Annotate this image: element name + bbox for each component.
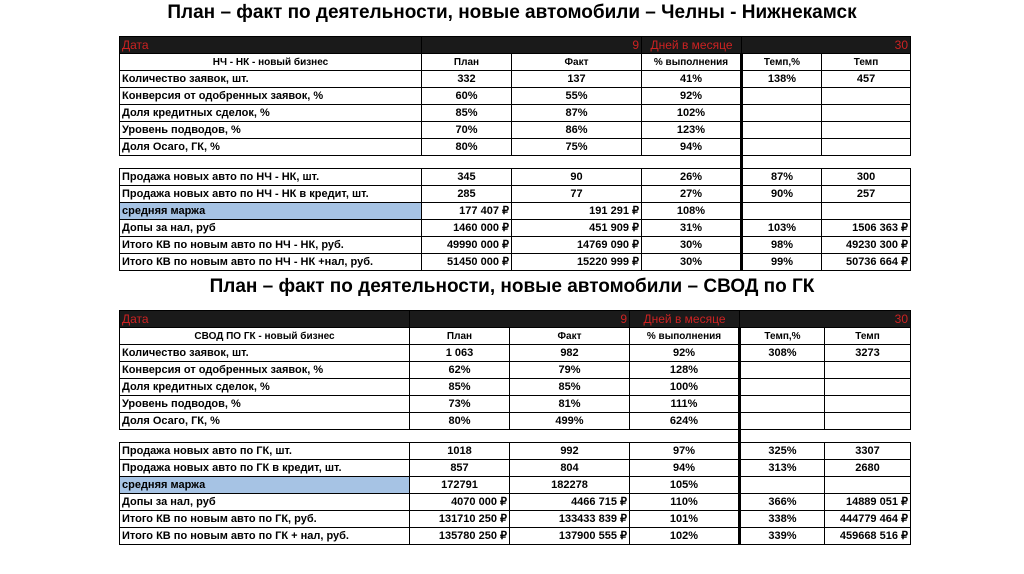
table-cell: 85% xyxy=(510,379,630,396)
table-row xyxy=(120,528,911,545)
table-cell: 177 407 ₽ xyxy=(422,203,512,220)
row-label: Доля Осаго, ГК, % xyxy=(120,413,410,430)
column-header: Темп,% xyxy=(742,54,822,71)
spacer-cell xyxy=(642,156,742,169)
table-row xyxy=(120,477,911,494)
table-cell: 300 xyxy=(822,169,911,186)
column-header-row xyxy=(120,54,911,71)
table-cell xyxy=(742,105,822,122)
row-label: Уровень подводов, % xyxy=(120,396,410,413)
table-cell: 90% xyxy=(742,186,822,203)
days-label: Дней в месяце xyxy=(630,311,740,328)
spacer-cell xyxy=(825,430,911,443)
table-cell: 77 xyxy=(512,186,642,203)
table-cell: 49230 300 ₽ xyxy=(822,237,911,254)
date-header-row xyxy=(120,311,911,328)
row-label: Допы за нал, руб xyxy=(120,220,422,237)
table-cell: 135780 250 ₽ xyxy=(410,528,510,545)
table-cell: 30% xyxy=(642,237,742,254)
table-svod-gk xyxy=(119,310,911,545)
spacer-cell xyxy=(120,430,410,443)
table-cell: 308% xyxy=(740,345,825,362)
table-cell: 30% xyxy=(642,254,742,271)
table-row xyxy=(120,511,911,528)
table-cell: 110% xyxy=(630,494,740,511)
table-cell: 55% xyxy=(512,88,642,105)
table-cell: 26% xyxy=(642,169,742,186)
table-cell: 100% xyxy=(630,379,740,396)
table-row xyxy=(120,494,911,511)
table-cell: 79% xyxy=(510,362,630,379)
date-value: 9 xyxy=(422,37,642,54)
table-cell: 41% xyxy=(642,71,742,88)
spacer-row xyxy=(120,430,911,443)
table-cell: 85% xyxy=(422,105,512,122)
table-cell: 992 xyxy=(510,443,630,460)
table-cell: 257 xyxy=(822,186,911,203)
table-cell: 444779 464 ₽ xyxy=(825,511,911,528)
table-cell: 108% xyxy=(642,203,742,220)
page-title-2: План – факт по деятельности, новые автомобили – СВОД по ГК xyxy=(209,276,815,297)
table-cell xyxy=(822,105,911,122)
table-row xyxy=(120,396,911,413)
table-cell: 451 909 ₽ xyxy=(512,220,642,237)
row-label: Доля кредитных сделок, % xyxy=(120,105,422,122)
days-label: Дней в месяце xyxy=(642,37,742,54)
spacer-cell xyxy=(410,430,510,443)
table-cell: 87% xyxy=(742,169,822,186)
table-cell xyxy=(822,122,911,139)
table-cell xyxy=(825,362,911,379)
table-cell xyxy=(825,379,911,396)
spacer-cell xyxy=(740,430,825,443)
table-cell: 982 xyxy=(510,345,630,362)
table-cell: 3273 xyxy=(825,345,911,362)
row-label: Продажа новых авто по НЧ - НК в кредит, шт. xyxy=(120,186,422,203)
row-label: Конверсия от одобренных заявок, % xyxy=(120,362,410,379)
table-cell: 133433 839 ₽ xyxy=(510,511,630,528)
table-cell: 49990 000 ₽ xyxy=(422,237,512,254)
table-row xyxy=(120,379,911,396)
table-cell: 191 291 ₽ xyxy=(512,203,642,220)
table-row xyxy=(120,443,911,460)
table-cell: 4070 000 ₽ xyxy=(410,494,510,511)
table-nch-nk xyxy=(119,36,911,271)
table-row xyxy=(120,122,911,139)
row-label: Доля Осаго, ГК, % xyxy=(120,139,422,156)
table-row xyxy=(120,237,911,254)
table-cell: 92% xyxy=(630,345,740,362)
table-cell: 137900 555 ₽ xyxy=(510,528,630,545)
table-row xyxy=(120,254,911,271)
row-label: Продажа новых авто по НЧ - НК, шт. xyxy=(120,169,422,186)
table-cell: 51450 000 ₽ xyxy=(422,254,512,271)
table-cell: 101% xyxy=(630,511,740,528)
column-header: План xyxy=(410,328,510,345)
table-cell xyxy=(822,203,911,220)
table-cell: 111% xyxy=(630,396,740,413)
table-cell: 94% xyxy=(630,460,740,477)
table-cell: 97% xyxy=(630,443,740,460)
spacer-cell xyxy=(742,156,822,169)
table-cell: 172791 xyxy=(410,477,510,494)
table-cell xyxy=(740,362,825,379)
table-row xyxy=(120,460,911,477)
table-cell: 366% xyxy=(740,494,825,511)
table-cell: 70% xyxy=(422,122,512,139)
table-cell: 1460 000 ₽ xyxy=(422,220,512,237)
table-cell: 14889 051 ₽ xyxy=(825,494,911,511)
column-header: Темп xyxy=(822,54,911,71)
table-cell: 131710 250 ₽ xyxy=(410,511,510,528)
row-label: Количество заявок, шт. xyxy=(120,345,410,362)
days-value: 30 xyxy=(742,37,911,54)
table-cell xyxy=(740,413,825,430)
table-cell: 338% xyxy=(740,511,825,528)
table-cell: 27% xyxy=(642,186,742,203)
row-label: Допы за нал, руб xyxy=(120,494,410,511)
table-cell: 2680 xyxy=(825,460,911,477)
table-cell xyxy=(742,122,822,139)
column-header: Факт xyxy=(510,328,630,345)
table-cell: 85% xyxy=(410,379,510,396)
table-cell: 86% xyxy=(512,122,642,139)
column-header: Факт xyxy=(512,54,642,71)
table-cell: 105% xyxy=(630,477,740,494)
table-row xyxy=(120,139,911,156)
table-row xyxy=(120,413,911,430)
table-cell: 123% xyxy=(642,122,742,139)
table-cell: 459668 516 ₽ xyxy=(825,528,911,545)
column-header: % выполнения xyxy=(630,328,740,345)
table-cell: 80% xyxy=(410,413,510,430)
table-row xyxy=(120,203,911,220)
row-label: Продажа новых авто по ГК, шт. xyxy=(120,443,410,460)
table-cell xyxy=(740,477,825,494)
table-cell: 313% xyxy=(740,460,825,477)
days-value: 30 xyxy=(740,311,911,328)
column-header: % выполнения xyxy=(642,54,742,71)
table-cell: 4466 715 ₽ xyxy=(510,494,630,511)
table-cell xyxy=(825,477,911,494)
row-label: Итого КВ по новым авто по НЧ - НК, руб. xyxy=(120,237,422,254)
spacer-cell xyxy=(822,156,911,169)
table-cell xyxy=(822,88,911,105)
table-row xyxy=(120,362,911,379)
table-cell: 94% xyxy=(642,139,742,156)
table-cell xyxy=(825,396,911,413)
table-cell: 285 xyxy=(422,186,512,203)
table-cell: 80% xyxy=(422,139,512,156)
column-header: СВОД ПО ГК - новый бизнес xyxy=(120,328,410,345)
table-cell: 332 xyxy=(422,71,512,88)
table-cell xyxy=(822,139,911,156)
table-cell: 1018 xyxy=(410,443,510,460)
table-cell xyxy=(742,88,822,105)
table-cell: 137 xyxy=(512,71,642,88)
table-cell: 62% xyxy=(410,362,510,379)
table-row xyxy=(120,220,911,237)
table-cell: 14769 090 ₽ xyxy=(512,237,642,254)
spacer-cell xyxy=(512,156,642,169)
table-cell: 60% xyxy=(422,88,512,105)
row-label: Конверсия от одобренных заявок, % xyxy=(120,88,422,105)
spacer-row xyxy=(120,156,911,169)
table-cell: 128% xyxy=(630,362,740,379)
column-header-row xyxy=(120,328,911,345)
table-cell: 81% xyxy=(510,396,630,413)
spacer-cell xyxy=(422,156,512,169)
table-cell: 138% xyxy=(742,71,822,88)
table-cell: 804 xyxy=(510,460,630,477)
table-cell xyxy=(740,379,825,396)
row-label: Продажа новых авто по ГК в кредит, шт. xyxy=(120,460,410,477)
table-cell: 87% xyxy=(512,105,642,122)
date-label: Дата xyxy=(120,311,410,328)
table-row xyxy=(120,169,911,186)
row-label: Итого КВ по новым авто по НЧ - НК +нал, руб. xyxy=(120,254,422,271)
table-row xyxy=(120,71,911,88)
date-header-row xyxy=(120,37,911,54)
table-cell: 31% xyxy=(642,220,742,237)
table-cell: 99% xyxy=(742,254,822,271)
page-title-1: План – факт по деятельности, новые автомобили – Челны - Нижнекамск xyxy=(167,2,857,23)
row-label: средняя маржа xyxy=(120,477,410,494)
table-cell: 624% xyxy=(630,413,740,430)
table-cell: 1506 363 ₽ xyxy=(822,220,911,237)
spacer-cell xyxy=(120,156,422,169)
table-cell xyxy=(742,139,822,156)
table-cell: 182278 xyxy=(510,477,630,494)
table-cell: 325% xyxy=(740,443,825,460)
table-row xyxy=(120,186,911,203)
column-header: План xyxy=(422,54,512,71)
column-header: НЧ - НК - новый бизнес xyxy=(120,54,422,71)
table-cell: 92% xyxy=(642,88,742,105)
table-cell: 90 xyxy=(512,169,642,186)
table-cell xyxy=(742,203,822,220)
row-label: средняя маржа xyxy=(120,203,422,220)
table-cell: 1 063 xyxy=(410,345,510,362)
table-cell: 499% xyxy=(510,413,630,430)
date-label: Дата xyxy=(120,37,422,54)
table-cell: 857 xyxy=(410,460,510,477)
row-label: Итого КВ по новым авто по ГК, руб. xyxy=(120,511,410,528)
table-row xyxy=(120,345,911,362)
row-label: Итого КВ по новым авто по ГК + нал, руб. xyxy=(120,528,410,545)
row-label: Количество заявок, шт. xyxy=(120,71,422,88)
spacer-cell xyxy=(630,430,740,443)
table-cell: 50736 664 ₽ xyxy=(822,254,911,271)
table-row xyxy=(120,105,911,122)
spacer-cell xyxy=(510,430,630,443)
table-cell: 3307 xyxy=(825,443,911,460)
column-header: Темп,% xyxy=(740,328,825,345)
table-cell: 339% xyxy=(740,528,825,545)
table-cell: 73% xyxy=(410,396,510,413)
row-label: Уровень подводов, % xyxy=(120,122,422,139)
table-cell: 102% xyxy=(642,105,742,122)
table-cell xyxy=(740,396,825,413)
table-cell: 345 xyxy=(422,169,512,186)
table-cell: 75% xyxy=(512,139,642,156)
table-cell: 15220 999 ₽ xyxy=(512,254,642,271)
table-cell: 102% xyxy=(630,528,740,545)
table-cell: 457 xyxy=(822,71,911,88)
row-label: Доля кредитных сделок, % xyxy=(120,379,410,396)
date-value: 9 xyxy=(410,311,630,328)
table-cell: 98% xyxy=(742,237,822,254)
table-cell xyxy=(825,413,911,430)
table-row xyxy=(120,88,911,105)
column-header: Темп xyxy=(825,328,911,345)
table-cell: 103% xyxy=(742,220,822,237)
